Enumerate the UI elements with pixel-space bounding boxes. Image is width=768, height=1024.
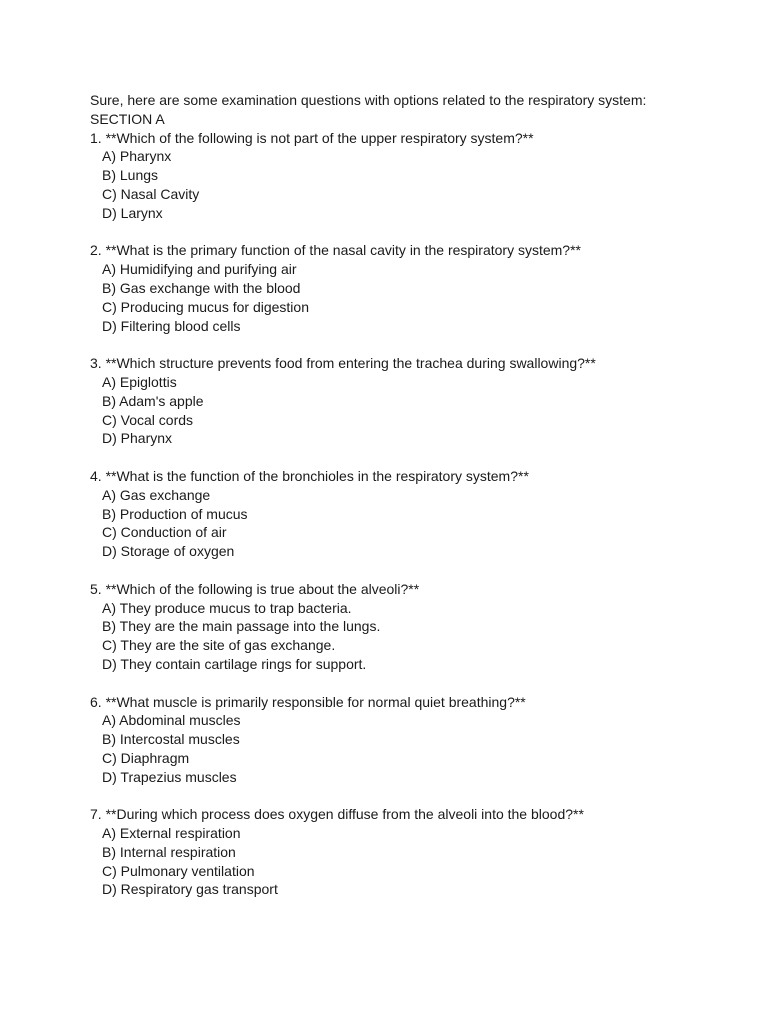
answer-option: A) External respiration [102,825,241,842]
intro-text: Sure, here are some examination questions with options related to the respiratory system: [90,92,647,108]
question-6 [90,693,750,787]
answer-option: B) Gas exchange with the blood [102,279,301,296]
answer-option: D) Respiratory gas transport [102,881,278,898]
answer-option: B) Internal respiration [102,843,236,860]
answer-option: C) Vocal cords [102,411,194,428]
question-3 [90,354,750,448]
answer-option: C) Nasal Cavity [102,185,200,202]
question-text: 6. **What muscle is primarily responsible for normal quiet breathing?** [90,693,526,710]
question-2 [90,241,750,335]
question-4 [90,467,750,561]
answer-option: D) Trapezius muscles [102,768,237,785]
section-title: SECTION A [90,110,165,127]
answer-option: B) Production of mucus [102,505,248,522]
answer-option: D) Filtering blood cells [102,317,241,334]
answer-option: B) Lungs [102,167,159,184]
question-5 [90,580,750,674]
question-text: 3. **Which structure prevents food from entering the trachea during swallowing?** [90,355,596,372]
answer-option: B) They are the main passage into the lungs. [102,618,381,635]
answer-option: C) Pulmonary ventilation [102,862,255,879]
answer-option: A) Pharynx [102,148,172,165]
document-page [90,91,750,918]
answer-option: A) Humidifying and purifying air [102,261,297,278]
question-text: 7. **During which process does oxygen diffuse from the alveoli into the blood?** [90,806,584,823]
question-7 [90,805,750,899]
question-list [90,129,750,900]
answer-option: D) Pharynx [102,430,173,447]
answer-option: A) Gas exchange [102,486,211,503]
answer-option: D) They contain cartilage rings for support. [102,655,367,672]
question-text: 4. **What is the function of the bronchioles in the respiratory system?** [90,467,529,484]
answer-option: C) They are the site of gas exchange. [102,637,336,654]
answer-option: C) Producing mucus for digestion [102,298,309,315]
answer-option: A) Epiglottis [102,373,177,390]
answer-option: D) Larynx [102,204,163,221]
answer-option: D) Storage of oxygen [102,543,235,560]
question-1 [90,129,750,223]
answer-option: B) Intercostal muscles [102,731,240,748]
answer-option: C) Conduction of air [102,524,227,541]
question-text: 2. **What is the primary function of the nasal cavity in the respiratory system?** [90,242,581,259]
question-text: 5. **Which of the following is true about the alveoli?** [90,580,420,597]
answer-option: A) They produce mucus to trap bacteria. [102,599,352,616]
answer-option: A) Abdominal muscles [102,712,241,729]
answer-option: C) Diaphragm [102,749,190,766]
question-text: 1. **Which of the following is not part of the upper respiratory system?** [90,129,534,146]
answer-option: B) Adam's apple [102,392,204,409]
